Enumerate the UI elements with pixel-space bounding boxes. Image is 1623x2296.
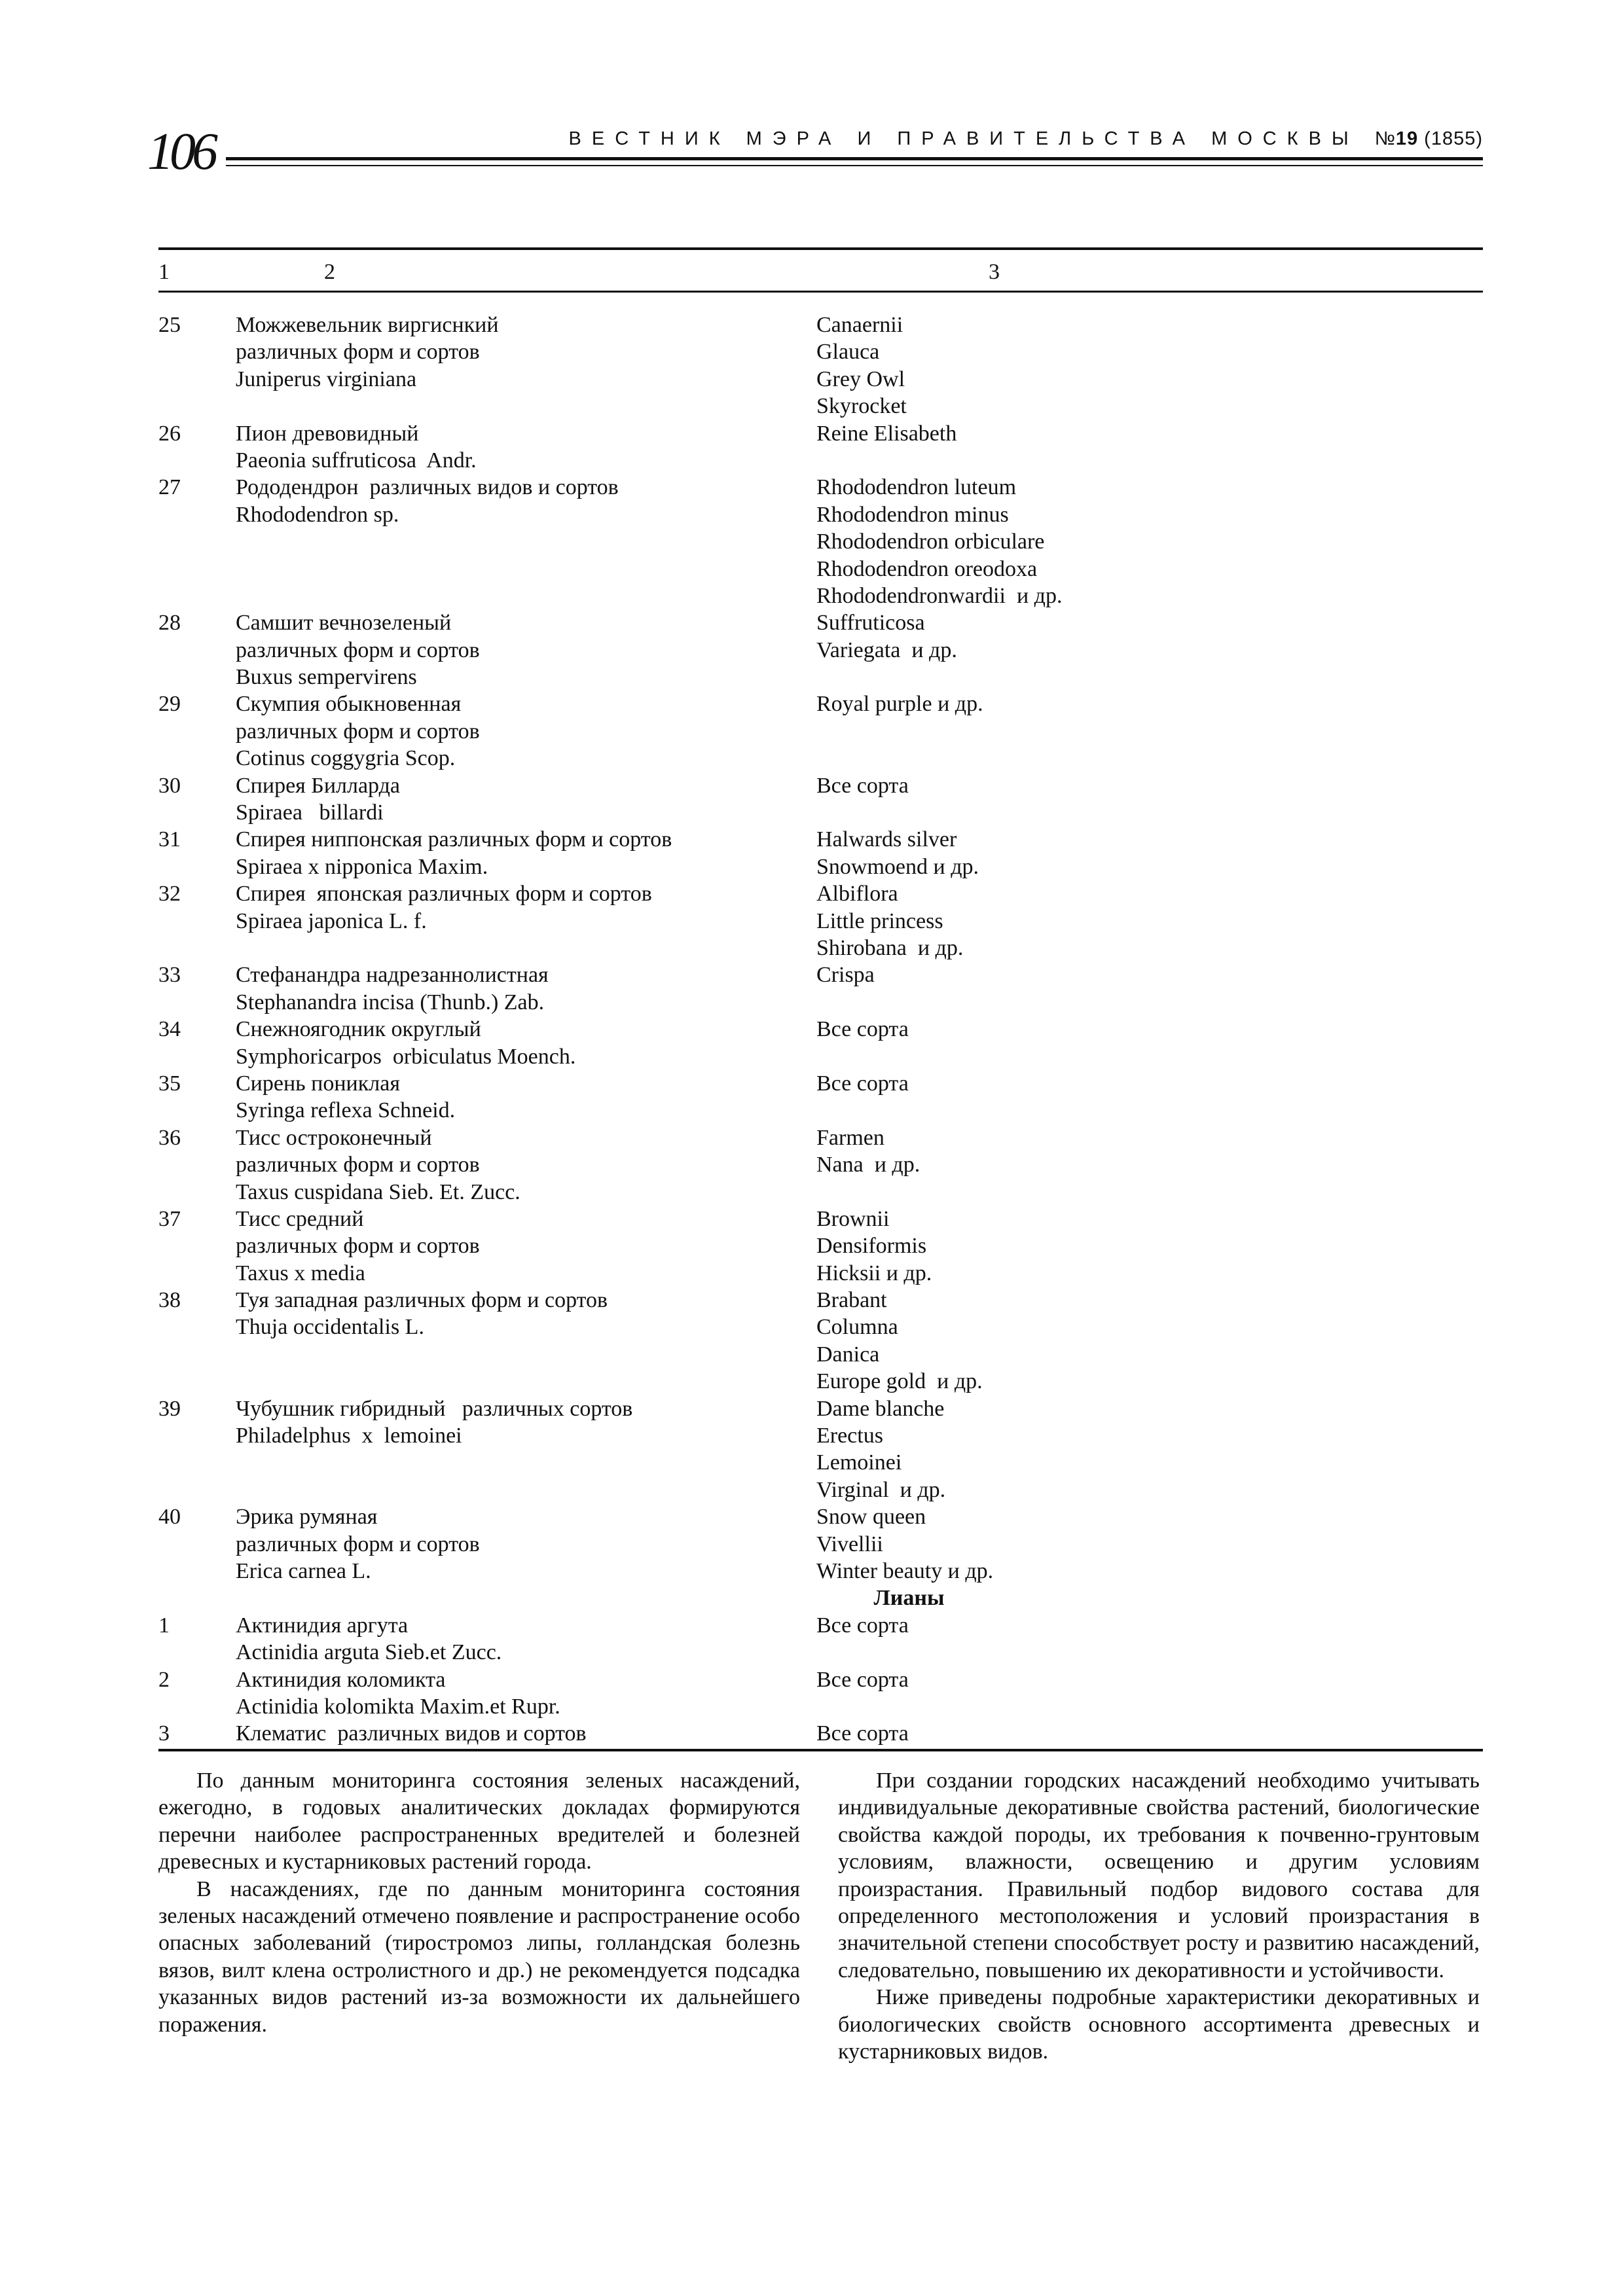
plant-name-line: Чубушник гибридный различных сортов <box>236 1396 633 1421</box>
variety-line: Dame blanche <box>816 1396 945 1421</box>
plant-name-cell <box>236 1395 816 1504</box>
varieties-cell <box>816 1503 1483 1585</box>
variety-line: Все сорта <box>816 1721 909 1746</box>
paragraph: По данным мониторинга состояния зеленых насаждений, ежегодно, в годовых аналитических докладах формируются перечни наиболее распространенных вредителей и болезней древесных и кустарниковых растений города. <box>158 1768 800 1874</box>
variety-line: Royal purple и др. <box>816 692 983 717</box>
varieties-cell <box>816 1666 1483 1721</box>
plant-name-cell <box>236 474 816 609</box>
plant-name-line: Можжевельник виргиснкий <box>236 313 499 337</box>
paragraph: В насаждениях, где по данным мониторинга состояния зеленых насаждений отмечено появление и распространение особо опасных заболеваний (тиростромоз липы, голландская болезнь вязов, вилт клена остролистного и др.) не рекомендуется подсадка указанных видов растений из-за возможности их дальнейшего поражения. <box>158 1876 800 2037</box>
plant-name-line: Cotinus coggygria Scop. <box>236 746 456 771</box>
plant-name-line: Актинидия коломикта <box>236 1667 446 1692</box>
table-row <box>158 1612 1483 1666</box>
plant-name-line: различных форм и сортов <box>236 1234 480 1259</box>
plant-name-cell <box>236 880 816 961</box>
variety-line: Reine Elisabeth <box>816 421 957 446</box>
row-number: 34 <box>158 1017 181 1042</box>
row-number: 40 <box>158 1505 181 1530</box>
plant-name-line: Rhododendron sp. <box>236 502 399 527</box>
plant-name-line: Спирея ниппонская различных форм и сортов <box>236 827 672 852</box>
table-row <box>158 1016 1483 1070</box>
plant-name-cell <box>236 961 816 1016</box>
plant-name-cell <box>236 1070 816 1124</box>
variety-line: Variegata и др. <box>816 637 957 662</box>
plant-name-line: Туя западная различных форм и сортов <box>236 1288 608 1313</box>
varieties-cell <box>816 691 1483 772</box>
header-rule-thin <box>226 165 1483 166</box>
table-header-col2: 2 <box>324 260 335 284</box>
variety-line: Skyrocket <box>816 394 907 419</box>
varieties-cell <box>816 1016 1483 1070</box>
variety-line: Все сорта <box>816 773 909 798</box>
variety-line: Rhododendronwardii и др. <box>816 583 1063 608</box>
variety-line: Shirobana и др. <box>816 935 964 960</box>
variety-line: Vivellii <box>816 1532 883 1556</box>
table-row <box>158 880 1483 961</box>
section-title-lianas: Лианы <box>873 1586 945 1611</box>
table-row <box>158 474 1483 609</box>
variety-line: Albiflora <box>816 882 898 906</box>
varieties-cell <box>816 474 1483 609</box>
table-row <box>158 312 1483 420</box>
table-bottom-rule <box>158 1749 1483 1751</box>
table-header-col1: 1 <box>158 260 170 284</box>
varieties-cell <box>816 1070 1483 1124</box>
varieties-cell <box>816 609 1483 691</box>
plant-name-line: Самшит вечнозеленый <box>236 611 452 636</box>
plant-name-line: Эрика румяная <box>236 1505 378 1530</box>
plant-name-line: Клематис различных видов и сортов <box>236 1721 587 1746</box>
plant-name-line: различных форм и сортов <box>236 340 480 365</box>
plant-name-line: Spiraea billardi <box>236 800 384 825</box>
plant-name-line: Actinidia kolomikta Maxim.et Rupr. <box>236 1694 560 1719</box>
plant-name-cell <box>236 609 816 691</box>
row-number: 35 <box>158 1071 181 1096</box>
issue-prefix: № <box>1374 128 1396 149</box>
variety-line: Danica <box>816 1342 880 1367</box>
row-number: 3 <box>158 1721 170 1746</box>
plant-name-line: Syringa reflexa Schneid. <box>236 1098 456 1123</box>
plant-name-line: Скумпия обыкновенная <box>236 692 462 717</box>
variety-line: Rhododendron oreodoxa <box>816 556 1038 581</box>
variety-line: Canaernii <box>816 313 903 337</box>
plant-name-cell <box>236 1612 816 1666</box>
varieties-cell <box>816 1395 1483 1504</box>
variety-line: Nana и др. <box>816 1153 921 1177</box>
row-number: 31 <box>158 827 181 852</box>
row-number: 25 <box>158 313 181 337</box>
variety-line: Columna <box>816 1315 898 1340</box>
issue-code: (1855) <box>1424 128 1483 149</box>
table-top-rule <box>158 247 1483 250</box>
plant-name-line: Пион древовидный <box>236 421 419 446</box>
varieties-cell <box>816 1720 1483 1747</box>
plant-name-line: Стефанандра надрезаннолистная <box>236 963 549 988</box>
row-number: 2 <box>158 1667 170 1692</box>
issue-info <box>1375 128 1483 149</box>
table-row <box>158 609 1483 691</box>
plant-name-line: Erica carnea L. <box>236 1558 371 1583</box>
row-number: 32 <box>158 882 181 906</box>
paragraph: Ниже приведены подробные характеристики декоративных и биологических свойств основного ассортимента древесных и кустарниковых видов. <box>838 1985 1480 2064</box>
varieties-cell <box>816 312 1483 420</box>
variety-line: Halwards silver <box>816 827 957 852</box>
variety-line: Suffruticosa <box>816 611 925 636</box>
plant-name-line: Stephanandra incisa (Thunb.) Zab. <box>236 990 545 1014</box>
row-number: 36 <box>158 1125 181 1150</box>
plant-name-line: различных форм и сортов <box>236 719 480 744</box>
row-number: 37 <box>158 1206 181 1231</box>
paragraph: При создании городских насаждений необходимо учитывать индивидуальные декоративные свойства растений, биологические свойства каждой породы, их требования к почвенно-грунтовым условиям, влажности, освещению и другим условиям произрастания. Правильный подбор видового состава для определенного местоположения и условий произрастания в значительной степени способствует росту и развитию насаждений, следовательно, повышению их декоративности и устойчивости. <box>838 1768 1480 1982</box>
table-row <box>158 691 1483 772</box>
plant-name-line: Buxus sempervirens <box>236 665 417 690</box>
variety-line: Glauca <box>816 340 880 365</box>
plant-name-line: различных форм и сортов <box>236 1153 480 1177</box>
varieties-cell <box>816 420 1483 475</box>
plant-name-line: Рододендрон различных видов и сортов <box>236 475 619 500</box>
variety-line: Snowmoend и др. <box>816 854 979 879</box>
plant-name-line: Paeonia suffruticosa Andr. <box>236 448 477 473</box>
row-number: 29 <box>158 692 181 717</box>
varieties-cell <box>816 1612 1483 1666</box>
plant-name-line: Spiraea x nipponica Maxim. <box>236 854 488 879</box>
row-number: 30 <box>158 773 181 798</box>
body-column-left <box>158 1767 800 2038</box>
variety-line: Все сорта <box>816 1667 909 1692</box>
table-header-col3: 3 <box>989 260 1000 284</box>
variety-line: Europe gold и др. <box>816 1369 983 1394</box>
table-row <box>158 1124 1483 1206</box>
variety-line: Snow queen <box>816 1505 926 1530</box>
plant-name-cell <box>236 1016 816 1070</box>
row-number: 38 <box>158 1288 181 1313</box>
variety-line: Все сорта <box>816 1613 909 1638</box>
plant-name-cell <box>236 1666 816 1721</box>
plant-table <box>158 312 1483 1748</box>
variety-line: Grey Owl <box>816 367 905 391</box>
plant-name-line: Spiraea japonica L. f. <box>236 908 427 933</box>
variety-line: Rhododendron luteum <box>816 475 1017 500</box>
table-row <box>158 1395 1483 1504</box>
plant-name-cell <box>236 312 816 420</box>
variety-line: Crispa <box>816 963 875 988</box>
row-number: 28 <box>158 611 181 636</box>
plant-name-line: различных форм и сортов <box>236 1532 480 1556</box>
plant-name-line: Taxus cuspidana Sieb. Et. Zucc. <box>236 1179 520 1204</box>
table-row <box>158 772 1483 827</box>
plant-name-line: Спирея Билларда <box>236 773 400 798</box>
variety-line: Winter beauty и др. <box>816 1558 994 1583</box>
variety-line: Rhododendron orbiculare <box>816 529 1045 554</box>
plant-name-cell <box>236 1124 816 1206</box>
table-row <box>158 1666 1483 1721</box>
variety-line: Densiformis <box>816 1234 927 1259</box>
row-number: 1 <box>158 1613 170 1638</box>
journal-title: ВЕСТНИК МЭРА И ПРАВИТЕЛЬСТВА МОСКВЫ <box>568 128 1359 149</box>
body-column-right <box>838 1767 1480 2065</box>
variety-line: Brownii <box>816 1206 890 1231</box>
plant-name-cell <box>236 1287 816 1395</box>
plant-name-line: Актинидия аргута <box>236 1613 409 1638</box>
variety-line: Little princess <box>816 908 943 933</box>
variety-line: Все сорта <box>816 1071 909 1096</box>
table-row <box>158 1070 1483 1124</box>
page-number: 106 <box>147 123 214 181</box>
row-number: 27 <box>158 475 181 500</box>
plant-name-line: Сирень пониклая <box>236 1071 400 1096</box>
varieties-cell <box>816 826 1483 880</box>
row-number: 33 <box>158 963 181 988</box>
plant-name-cell <box>236 826 816 880</box>
table-row <box>158 1503 1483 1585</box>
plant-name-line: Спирея японская различных форм и сортов <box>236 882 652 906</box>
row-number: 39 <box>158 1396 181 1421</box>
varieties-cell <box>816 1206 1483 1287</box>
header-rule <box>226 157 1483 160</box>
plant-name-line: Juniperus virginiana <box>236 367 417 391</box>
plant-name-line: Symphoricarpos orbiculatus Moench. <box>236 1044 576 1069</box>
table-header-rule <box>158 291 1483 293</box>
table-row <box>158 1287 1483 1395</box>
plant-name-line: различных форм и сортов <box>236 637 480 662</box>
plant-name-cell <box>236 772 816 827</box>
plant-name-cell <box>236 1503 816 1585</box>
plant-name-line: Thuja occidentalis L. <box>236 1315 424 1340</box>
plant-name-cell <box>236 1206 816 1287</box>
variety-line: Farmen <box>816 1125 884 1150</box>
variety-line: Erectus <box>816 1424 883 1448</box>
variety-line: Brabant <box>816 1288 887 1313</box>
plant-name-line: Taxus x media <box>236 1261 365 1285</box>
table-row <box>158 1206 1483 1287</box>
variety-line: Rhododendron minus <box>816 502 1009 527</box>
varieties-cell <box>816 880 1483 961</box>
running-header <box>432 130 1483 149</box>
varieties-cell <box>816 961 1483 1016</box>
variety-line: Lemoinei <box>816 1450 902 1475</box>
plant-name-line: Тисс средний <box>236 1206 364 1231</box>
variety-line: Virginal и др. <box>816 1477 946 1502</box>
varieties-cell <box>816 772 1483 827</box>
varieties-cell <box>816 1124 1483 1206</box>
plant-name-cell <box>236 1720 816 1747</box>
issue-number: 19 <box>1395 128 1419 149</box>
table-row <box>158 961 1483 1016</box>
plant-name-line: Снежноягодник округлый <box>236 1017 481 1042</box>
table-row <box>158 826 1483 880</box>
row-number: 26 <box>158 421 181 446</box>
plant-name-line: Philadelphus x lemoinei <box>236 1424 462 1448</box>
varieties-cell <box>816 1287 1483 1395</box>
plant-name-line: Actinidia arguta Sieb.et Zucc. <box>236 1640 502 1665</box>
variety-line: Все сорта <box>816 1017 909 1042</box>
plant-name-cell <box>236 420 816 475</box>
plant-name-line: Тисс остроконечный <box>236 1125 432 1150</box>
table-row <box>158 1720 1483 1747</box>
variety-line: Hicksii и др. <box>816 1261 932 1285</box>
table-row <box>158 420 1483 475</box>
plant-name-cell <box>236 691 816 772</box>
